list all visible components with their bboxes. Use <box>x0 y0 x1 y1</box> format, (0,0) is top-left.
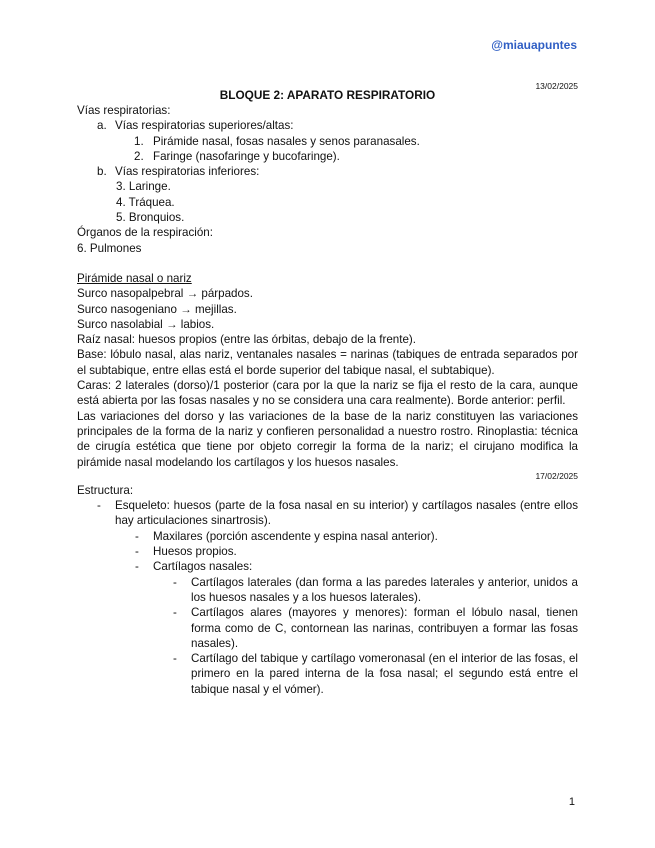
list-text: Maxilares (porción ascendente y espina nasal anterior). <box>153 529 438 543</box>
list-text: Cartílagos nasales: <box>153 560 253 574</box>
list-marker: 1. <box>134 134 144 148</box>
organs-heading: Órganos de la respiración: <box>77 226 213 240</box>
list-item <box>77 118 578 133</box>
list-item <box>77 605 578 651</box>
airways-heading: Vías respiratorias: <box>77 104 171 117</box>
date-stamp: 13/02/2025 <box>535 81 578 91</box>
list-item <box>77 134 578 149</box>
paragraph-line: Surco nasogeniano → mejillas. <box>77 302 237 316</box>
structure-heading: Estructura: <box>77 483 134 497</box>
list-item <box>77 651 578 697</box>
list-text: Esqueleto: huesos (parte de la fosa nasal en su interior) y cartílagos nasales (entre ellos hay articulaciones sinartrosis). <box>115 499 578 528</box>
list-marker: - <box>97 499 101 513</box>
list-marker: a. <box>97 119 107 133</box>
list-item <box>77 559 578 574</box>
list-text: Pirámide nasal, fosas nasales y senos paranasales. <box>153 134 420 148</box>
list-marker: b. <box>97 165 107 179</box>
list-item <box>77 149 578 164</box>
list-text: Cartílagos alares (mayores y menores): forman el lóbulo nasal, tienen forma como de C, contornean las narinas, contribuyen a formar las fosas nasales). <box>191 606 578 650</box>
list-marker: - <box>135 529 139 543</box>
list-item <box>77 164 578 179</box>
list-marker: - <box>135 560 139 574</box>
list-label: Vías respiratorias superiores/altas: <box>115 119 294 133</box>
list-text: Cartílagos laterales (dan forma a las paredes laterales y anterior, unidos a los huesos nasales y a los huesos laterales). <box>191 575 578 604</box>
list-item <box>77 544 578 559</box>
list-item: 4. Tráquea. <box>116 195 175 209</box>
list-marker: - <box>173 575 177 589</box>
list-marker: 2. <box>134 149 144 163</box>
list-text: Cartílago del tabique y cartílago vomeronasal (en el interior de las fosas, el primero en la pared interna de la fosa nasal; el segundo está entre el tabique nasal y el vómer). <box>191 652 578 696</box>
paragraph-line: Surco nasolabial → labios. <box>77 317 215 331</box>
page-number: 1 <box>568 796 575 808</box>
section-heading: Pirámide nasal o nariz <box>77 271 192 285</box>
list-item <box>77 498 578 529</box>
list-item <box>77 529 578 544</box>
list-text: Faringe (nasofaringe y bucofaringe). <box>153 149 340 163</box>
list-item <box>77 575 578 606</box>
list-marker: - <box>135 545 139 559</box>
date-stamp: 17/02/2025 <box>535 470 578 481</box>
list-marker: - <box>173 652 177 666</box>
list-marker: - <box>173 606 177 620</box>
paragraph: Las variaciones del dorso y las variaciones de la base de la nariz constituyen las variaciones principales de la forma de la nariz y confieren personalidad a nuestro rostro. Rinoplastia: técnica de cirugía estética que tiene por objeto corregir la forma de la nariz; el cirujano modifica la pirámide nasal modelando los cartílagos y los huesos nasales. <box>77 409 578 469</box>
list-item: 3. Laringe. <box>116 180 171 194</box>
paragraph-line: Surco nasopalpebral → párpados. <box>77 287 253 301</box>
paragraph: Base: lóbulo nasal, alas nariz, ventanales nasales = narinas (tabiques de entrada separados por el subtabique, entre ellas está el borde superior del tabique nasal, el subtabique). <box>77 348 578 377</box>
author-handle: @miauapuntes <box>491 38 577 52</box>
list-text: Huesos propios. <box>153 545 237 559</box>
list-item: 5. Bronquios. <box>116 211 185 225</box>
organs-item: 6. Pulmones <box>77 241 142 255</box>
paragraph: Caras: 2 laterales (dorso)/1 posterior (cara por la que la nariz se fija el resto de la cara, aunque está abierta por las fosas nasales y no se considera una cara realmente). Borde anterior: perfil. <box>77 379 578 408</box>
list-label: Vías respiratorias inferiores: <box>115 165 260 179</box>
document-body <box>77 103 578 697</box>
paragraph-line: Raíz nasal: huesos propios (entre las órbitas, debajo de la frente). <box>77 333 416 347</box>
page-title: BLOQUE 2: APARATO RESPIRATORIO <box>219 88 436 102</box>
